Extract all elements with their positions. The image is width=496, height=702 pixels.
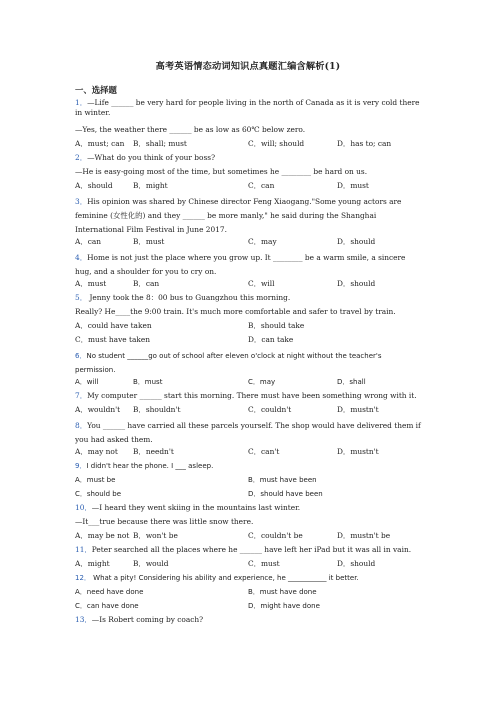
page-title: 高考英语情态动词知识点真题汇编含解析(1): [155, 61, 341, 72]
option-b[interactable]: B．should take: [248, 321, 305, 330]
option-d[interactable]: D．should have been: [248, 490, 323, 498]
question-4: [75, 251, 421, 279]
question-number: 3．: [75, 197, 88, 206]
question-text: Jenny took the 8：00 bus to Guangzhou this morning.: [87, 293, 291, 302]
question-3: [75, 195, 421, 237]
option-b[interactable]: B．might: [133, 181, 168, 190]
option-c[interactable]: C．should be: [75, 490, 122, 498]
question-number: 2．: [75, 153, 88, 162]
option-b[interactable]: B．would: [133, 559, 169, 568]
option-c[interactable]: C．couldn't: [248, 405, 292, 414]
question-10: [75, 503, 421, 513]
option-c[interactable]: C．may: [248, 378, 276, 386]
option-b[interactable]: B．must: [133, 378, 163, 386]
option-a[interactable]: A．can: [75, 237, 102, 246]
question-text: —Life ______ be very hard for people living in the north of Canada as it is very cold there in winter.: [75, 98, 420, 117]
question-1: [75, 98, 421, 118]
option-a[interactable]: A．should: [75, 181, 113, 190]
question-number: 8．: [75, 421, 88, 430]
question-6-options: [75, 377, 421, 387]
question-2-options: [75, 181, 421, 191]
question-number: 13．: [75, 615, 92, 624]
option-b[interactable]: B．can: [133, 279, 160, 288]
question-number: 9．: [75, 462, 87, 470]
option-d[interactable]: D．has to; can: [337, 139, 392, 148]
question-text: Peter searched all the places where he ______ have left her iPad but it was all in vain.: [91, 545, 412, 554]
question-text: —What do you think of your boss?: [87, 153, 216, 162]
option-b[interactable]: B．won't be: [133, 531, 178, 540]
option-c[interactable]: C．must have taken: [75, 335, 150, 344]
option-c[interactable]: C．will: [248, 279, 275, 288]
option-a[interactable]: A．must: [75, 279, 107, 288]
option-d[interactable]: D．should: [337, 237, 376, 246]
option-d[interactable]: D．shall: [337, 378, 366, 386]
question-9-options-row2: [75, 489, 421, 499]
question-3-options: [75, 237, 421, 247]
question-number: 4．: [75, 253, 88, 262]
option-a[interactable]: A．may be not: [75, 531, 130, 540]
question-5: [75, 293, 421, 303]
option-c[interactable]: C．must: [248, 559, 280, 568]
question-2-line2: —He is easy-going most of the time, but sometimes he ________ be hard on us.: [75, 167, 368, 176]
question-number: 6．: [75, 352, 87, 360]
question-12: [75, 573, 421, 583]
option-a[interactable]: A．may not: [75, 447, 118, 456]
question-11-options: [75, 559, 421, 569]
option-c[interactable]: C．may: [248, 237, 277, 246]
question-1-line2: —Yes, the weather there ______ be as low as 60℃ below zero.: [75, 125, 306, 134]
option-d[interactable]: D．mustn't: [337, 447, 379, 456]
question-10-options: [75, 531, 421, 541]
option-a[interactable]: A．must; can: [75, 139, 125, 148]
question-text: I didn't hear the phone. I ___ asleep.: [86, 462, 214, 470]
question-9-options-row1: [75, 475, 421, 485]
question-5-options-row1: [75, 321, 421, 331]
option-a[interactable]: A．might: [75, 559, 110, 568]
option-d[interactable]: D．should: [337, 279, 376, 288]
question-number: 12．: [75, 574, 91, 582]
option-c[interactable]: C．couldn't be: [248, 531, 303, 540]
option-b[interactable]: B．needn't: [133, 447, 174, 456]
option-d[interactable]: D．might have done: [248, 602, 320, 610]
question-text: What a pity! Considering his ability and experience, he ___________ it better.: [90, 574, 359, 582]
question-11: [75, 545, 421, 555]
question-text: My computer ______ start this morning. There must have been something wrong with it.: [87, 391, 417, 400]
question-number: 5．: [75, 293, 88, 302]
option-d[interactable]: D．mustn't be: [337, 531, 391, 540]
question-8-options: [75, 447, 421, 457]
option-a[interactable]: A．could have taken: [75, 321, 152, 330]
option-d[interactable]: D．must: [337, 181, 369, 190]
option-d[interactable]: D．mustn't: [337, 405, 379, 414]
question-5-line2: Really? He____the 9:00 train. It's much more comfortable and safer to travel by train.: [75, 307, 396, 316]
question-text: No student ______go out of school after eleven o'clock at night without the teacher's permission.: [75, 352, 382, 374]
question-text: —I heard they went skiing in the mountains last winter.: [91, 503, 301, 512]
question-12-options-row1: [75, 587, 421, 597]
question-10-line2: —It___true because there was little snow there.: [75, 517, 254, 526]
option-a[interactable]: A．will: [75, 378, 99, 386]
option-c[interactable]: C．will; should: [248, 139, 305, 148]
option-b[interactable]: B．shall; must: [133, 139, 187, 148]
option-a[interactable]: A．need have done: [75, 588, 144, 596]
question-8: [75, 419, 421, 447]
question-text: His opinion was shared by Chinese director Feng Xiaogang."Some young actors are feminine (女性化的) and they ______ be more manly," he said during the Shanghai International Film Festival in June 2017.: [75, 197, 402, 234]
option-d[interactable]: D．should: [337, 559, 376, 568]
option-d[interactable]: D．can take: [248, 335, 294, 344]
option-b[interactable]: B．must: [133, 237, 165, 246]
question-text: —Is Robert coming by coach?: [91, 615, 204, 624]
question-text: Home is not just the place where you grow up. It ________ be a warm smile, a sincere hug, and a shoulder for you to cry on.: [75, 253, 406, 276]
option-c[interactable]: C．can have done: [75, 602, 139, 610]
question-9: [75, 461, 421, 471]
question-text: You ______ have carried all these parcels yourself. The shop would have delivered them if you had asked them.: [75, 421, 421, 444]
question-number: 7．: [75, 391, 88, 400]
section-heading: 一、选择题: [75, 85, 117, 95]
option-c[interactable]: C．can: [248, 181, 275, 190]
question-12-options-row2: [75, 601, 421, 611]
option-b[interactable]: B．must have done: [248, 588, 317, 596]
question-number: 11．: [75, 545, 92, 554]
option-c[interactable]: C．can't: [248, 447, 280, 456]
question-7: [75, 391, 421, 401]
question-5-options-row2: [75, 335, 421, 345]
option-b[interactable]: B．must have been: [248, 476, 317, 484]
question-1-options: [75, 139, 421, 149]
question-6: [75, 349, 421, 377]
question-13: [75, 615, 421, 625]
option-a[interactable]: A．wouldn't: [75, 405, 121, 414]
option-b[interactable]: B．shouldn't: [133, 405, 181, 414]
question-7-options: [75, 405, 421, 415]
question-4-options: [75, 279, 421, 289]
question-number: 1．: [75, 98, 88, 107]
option-a[interactable]: A．must be: [75, 476, 116, 484]
question-2: [75, 153, 421, 163]
question-number: 10．: [75, 503, 92, 512]
